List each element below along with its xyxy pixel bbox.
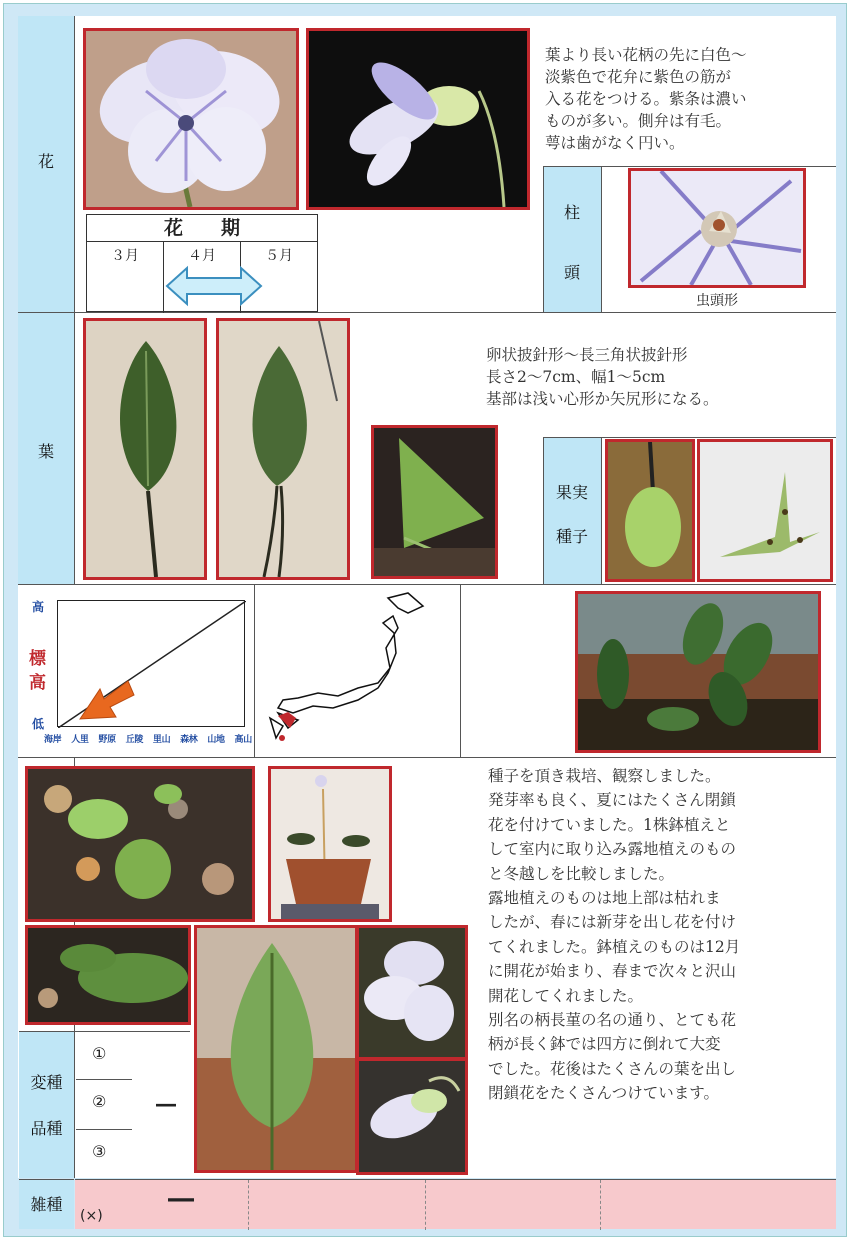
leaf-photo-2 <box>216 318 350 580</box>
hybrid-label: 雑種 <box>30 1194 63 1214</box>
stigma-label-cell <box>543 166 601 312</box>
seedling-photo <box>25 766 255 922</box>
leaf-description: 卵状披針形～長三角状披針形 長さ2～7cm、幅1～5cm 基部は浅い心形か矢尻形になる。 <box>486 346 719 408</box>
month-5: ５月 <box>265 248 293 264</box>
flower-pot-photo-1 <box>356 925 468 1060</box>
altitude-axis-labels <box>44 732 252 745</box>
leaf-base-photo <box>371 425 498 579</box>
seed-photo <box>697 439 833 582</box>
flower-description: 葉より長い花柄の先に白色～ 淡紫色で花弁に紫色の筋が 入る花をつける。紫条は濃い ものが多い。側弁は有毛。 萼は歯がなく円い。 <box>545 46 747 152</box>
stigma-label-1: 柱 <box>563 202 580 222</box>
flower-side-photo <box>306 28 530 210</box>
axis-alpine: 高山 <box>234 735 252 745</box>
potted-plant-photo <box>268 766 392 922</box>
variety-item-2: ② <box>92 1092 107 1111</box>
seed-label: 種子 <box>555 526 588 546</box>
axis-hill: 丘陵 <box>125 735 144 745</box>
habitat-photo <box>575 591 821 753</box>
japan-map <box>258 588 458 753</box>
axis-village: 人里 <box>71 735 89 745</box>
altitude-low: 低 <box>32 717 45 731</box>
stigma-photo <box>628 168 806 288</box>
fruit-label: 果実 <box>555 482 588 502</box>
altitude-label-1: 標 <box>29 649 46 669</box>
altitude-chart-box <box>57 600 245 727</box>
stigma-label-2: 頭 <box>563 262 580 282</box>
flower-section-label: 花 <box>37 151 54 171</box>
young-leaf-photo <box>25 925 191 1025</box>
period-title: 花 期 <box>163 217 240 239</box>
hybrid-value: ― <box>168 1184 194 1214</box>
variety-label-cell <box>19 1031 74 1178</box>
flower-pot-photo-2 <box>356 1058 468 1175</box>
period-arrow-icon <box>165 265 263 307</box>
variety-label: 変種 <box>30 1072 63 1092</box>
axis-coast: 海岸 <box>44 735 62 745</box>
month-3: ３月 <box>111 248 139 264</box>
leaf-photo-1 <box>83 318 207 580</box>
axis-satoyama: 里山 <box>152 735 171 745</box>
flower-front-photo <box>83 28 299 210</box>
axis-forest: 森林 <box>180 735 198 745</box>
mature-leaf-photo <box>194 925 358 1173</box>
axis-mountain: 山地 <box>207 735 225 745</box>
cultivar-label: 品種 <box>30 1118 63 1138</box>
cultivation-notes: 種子を頂き栽培、観察しました。 発芽率も良く、夏にはたくさん閉鎖 花を付けていました。1株鉢植えと して室内に取り込み露地植えのもの と冬越しを比較しました。 露地植えのものは地上部は枯れま したが、春には新芽を出し花を付け てくれました。鉢植えのものは12月 に開花が始まり、春まで次々と沢山 開花してくれました。 別名の柄長菫の名の通り、とても花 柄が長く鉢では四方に倒れて大変 でした。花後はたくさんの葉を出し 閉鎖花をたくさんつけています。 <box>488 767 741 1103</box>
variety-value: ― <box>156 1092 176 1116</box>
stigma-caption: 虫頭形 <box>696 293 738 309</box>
axis-field: 野原 <box>98 735 116 745</box>
altitude-label-2: 高 <box>29 673 46 693</box>
hybrid-note: (×) <box>80 1208 103 1224</box>
variety-item-3: ③ <box>92 1142 107 1161</box>
altitude-high: 高 <box>32 600 45 614</box>
variety-item-1: ① <box>92 1044 107 1063</box>
fruit-photo <box>605 439 695 582</box>
month-4: ４月 <box>188 248 216 264</box>
flowering-period-table <box>86 214 318 312</box>
fruit-label-cell <box>543 437 601 584</box>
leaf-section-label: 葉 <box>37 441 54 461</box>
